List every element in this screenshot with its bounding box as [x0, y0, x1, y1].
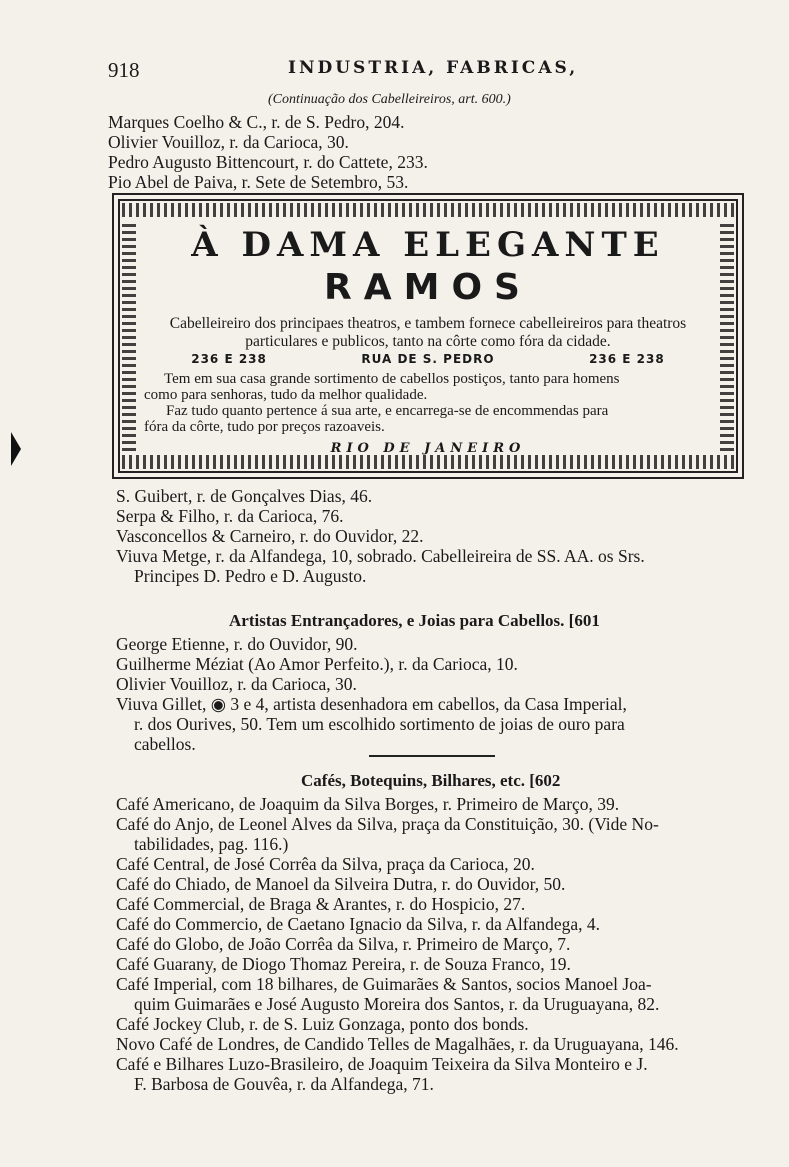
list-item: Olivier Vouilloz, r. da Carioca, 30. [116, 674, 357, 694]
page-header [108, 58, 748, 88]
list-item-continuation: F. Barbosa de Gouvêa, r. da Alfandega, 71. [134, 1074, 434, 1094]
list-item: Olivier Vouilloz, r. da Carioca, 30. [108, 132, 349, 152]
ad-business-name: RAMOS [324, 267, 532, 308]
section-heading: Artistas Entrançadores, e Joias para Cabellos. [601 [229, 611, 600, 630]
list-item: Viuva Metge, r. da Alfandega, 10, sobrado. Cabelleireira de SS. AA. os Srs. [116, 546, 645, 566]
ornament-border-bottom [122, 455, 734, 469]
list-item: Café do Chiado, de Manoel da Silveira Dutra, r. do Ouvidor, 50. [116, 874, 566, 894]
margin-arrow-icon [11, 432, 21, 466]
list-item: Café do Anjo, de Leonel Alves da Silva, praça da Constituição, 30. (Vide No- [116, 814, 659, 834]
list-item: Café Americano, de Joaquim da Silva Borges, r. Primeiro de Março, 39. [116, 794, 620, 814]
list-item: Serpa & Filho, r. da Carioca, 76. [116, 506, 344, 526]
ad-address-numbers: 236 E 238 [589, 352, 665, 366]
ad-address-street: RUA DE S. PEDRO [361, 352, 495, 366]
list-item: Guilherme Méziat (Ao Amor Perfeito.), r. da Carioca, 10. [116, 654, 518, 674]
advertisement-content [144, 221, 712, 456]
page-number: 918 [108, 58, 140, 82]
list-item: Novo Café de Londres, de Candido Telles de Magalhães, r. da Uruguayana, 146. [116, 1034, 679, 1054]
section-heading: Cafés, Botequins, Bilhares, etc. [602 [301, 771, 561, 790]
ad-body-line: como para senhoras, tudo da melhor qualidade. [144, 387, 428, 403]
list-item-continuation: cabellos. [134, 734, 196, 754]
list-item: Pio Abel de Paiva, r. Sete de Setembro, 53. [108, 172, 409, 192]
list-item: Café e Bilhares Luzo-Brasileiro, de Joaquim Teixeira da Silva Monteiro e J. [116, 1054, 648, 1074]
list-item: Café Jockey Club, r. de S. Luiz Gonzaga, ponto dos bonds. [116, 1014, 529, 1034]
list-item: George Etienne, r. do Ouvidor, 90. [116, 634, 358, 654]
ornament-border-right [720, 221, 734, 451]
continuation-note: (Continuação dos Cabelleireiros, art. 600.) [268, 92, 511, 107]
list-item: Café do Commercio, de Caetano Ignacio da Silva, r. da Alfandega, 4. [116, 914, 601, 934]
list-item: Viuva Gillet, ◉ 3 e 4, artista desenhadora em cabellos, da Casa Imperial, [116, 694, 627, 714]
list-item-continuation: tabilidades, pag. 116.) [134, 834, 289, 854]
ad-body-line: Tem em sua casa grande sortimento de cabellos postiços, tanto para homens [164, 371, 620, 387]
ad-body-line: Faz tudo quanto pertence á sua arte, e encarrega-se de encommendas para [166, 403, 609, 419]
list-item: Café Commercial, de Braga & Arantes, r. do Hospicio, 27. [116, 894, 526, 914]
section-divider [369, 755, 495, 757]
list-item-continuation: Principes D. Pedro e D. Augusto. [134, 566, 367, 586]
list-item: Café Central, de José Corrêa da Silva, praça da Carioca, 20. [116, 854, 535, 874]
ad-address [144, 352, 712, 366]
list-item: Marques Coelho & C., r. de S. Pedro, 204. [108, 112, 405, 132]
ad-title: À DAMA ELEGANTE [191, 225, 665, 265]
list-item: Pedro Augusto Bittencourt, r. do Cattete, 233. [108, 152, 428, 172]
list-item: Vasconcellos & Carneiro, r. do Ouvidor, 22. [116, 526, 424, 546]
ad-description: particulares e publicos, tanto na côrte como fóra da cidade. [245, 333, 611, 350]
list-item: Café Guarany, de Diogo Thomaz Pereira, r. de Souza Franco, 19. [116, 954, 571, 974]
list-item-continuation: r. dos Ourives, 50. Tem um escolhido sortimento de joias de ouro para [134, 714, 625, 734]
advertisement-box [112, 193, 744, 479]
ad-description: Cabelleireiro dos principaes theatros, e tambem fornece cabelleireiros para theatros [169, 315, 687, 332]
ad-address-numbers: 236 E 238 [191, 352, 267, 366]
list-item-continuation: quim Guimarães e José Augusto Moreira dos Santos, r. da Uruguayana, 82. [134, 994, 660, 1014]
ad-body-line: fóra da côrte, tudo por preços razoaveis. [144, 419, 385, 435]
list-item: S. Guibert, r. de Gonçalves Dias, 46. [116, 486, 373, 506]
running-title: INDUSTRIA, FABRICAS, [288, 58, 579, 78]
ornament-border-left [122, 221, 136, 451]
list-item: Café do Globo, de João Corrêa da Silva, r. Primeiro de Março, 7. [116, 934, 571, 954]
ornament-border-top [122, 203, 734, 217]
ad-city: RIO DE JANEIRO [330, 441, 526, 456]
list-item: Café Imperial, com 18 bilhares, de Guimarães & Santos, socios Manoel Joa- [116, 974, 652, 994]
